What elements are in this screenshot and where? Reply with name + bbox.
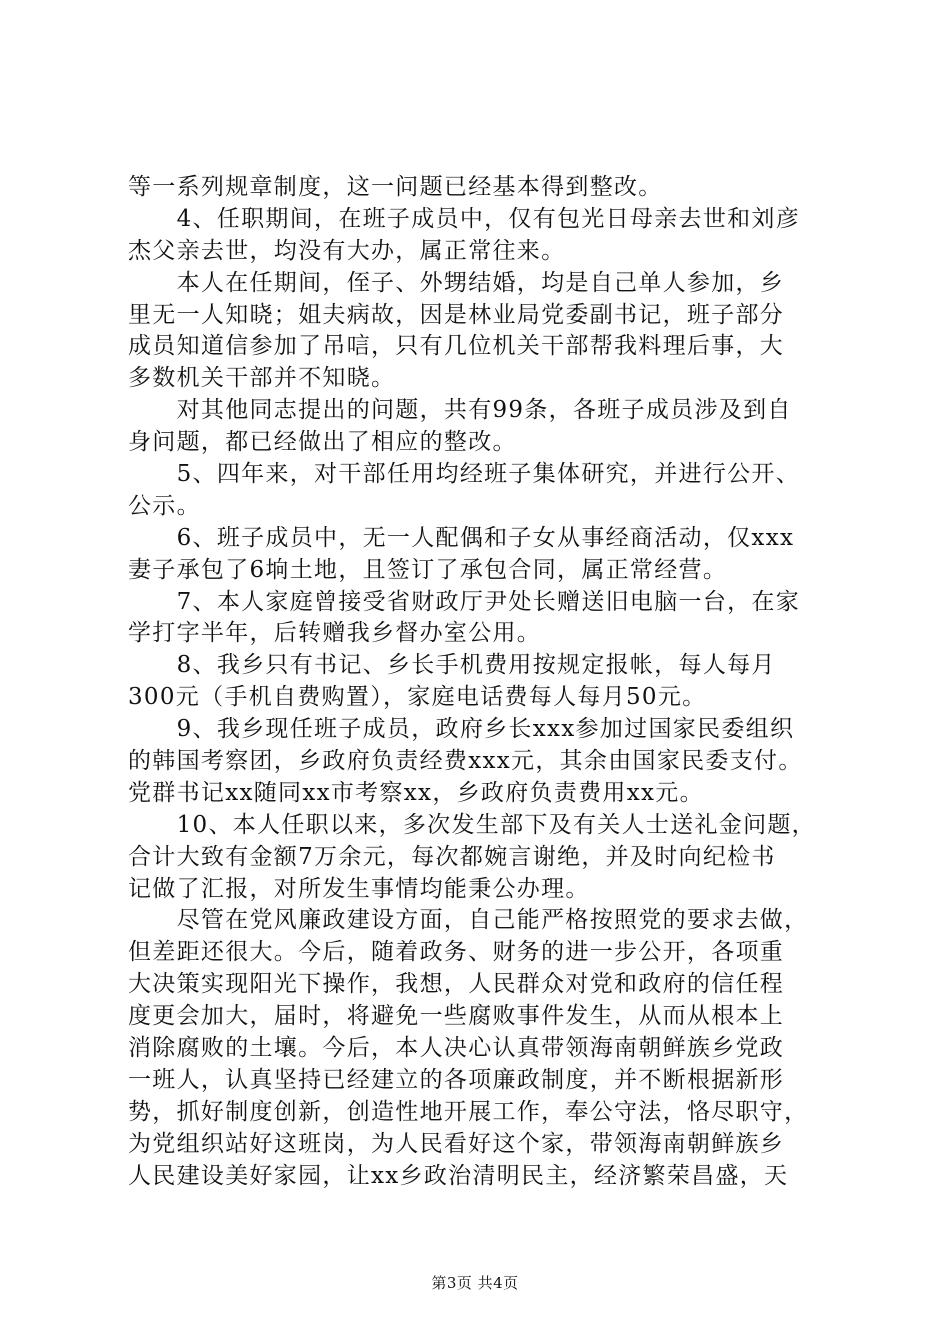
- body-line: 里无一人知晓；姐夫病故，因是林业局党委副书记，班子部分: [128, 301, 785, 328]
- body-line: 记做了汇报，对所发生事情均能秉公办理。: [128, 875, 590, 902]
- body-line: 合计大致有金额7万余元，每次都婉言谢绝，并及时向纪检书: [128, 843, 776, 870]
- body-line: 身问题，都已经做出了相应的整改。: [128, 429, 517, 456]
- page-footer: [0, 1272, 950, 1293]
- body-line: 公示。: [128, 492, 201, 519]
- body-line: 300元（手机自费购置），家庭电话费每人每月50元。: [128, 684, 707, 711]
- document-body: [128, 172, 828, 1193]
- body-line: 杰父亲去世，均没有大办，属正常往来。: [128, 237, 566, 264]
- body-line: 为党组织站好这班岗，为人民看好这个家，带领海南朝鲜族乡: [128, 1130, 785, 1157]
- body-line: 尽管在党风廉政建设方面，自己能严格按照党的要求去做，: [128, 907, 809, 934]
- body-line: 9、我乡现任班子成员，政府乡长xxx参加过国家民委组织: [128, 716, 795, 743]
- body-line: 消除腐败的土壤。今后，本人决心认真带领海南朝鲜族乡党政: [128, 1035, 785, 1062]
- body-line: 8、我乡只有书记、乡长手机费用按规定报帐，每人每月: [128, 652, 776, 679]
- body-line: 6、班子成员中，无一人配偶和子女从事经商活动，仅xxx: [128, 524, 795, 551]
- body-line: 势，抓好制度创新，创造性地开展工作，奉公守法，恪尽职守，: [128, 1098, 809, 1125]
- body-line: 成员知道信参加了吊唁，只有几位机关干部帮我料理后事，大: [128, 333, 785, 360]
- body-line: 大决策实现阳光下操作，我想，人民群众对党和政府的信任程: [128, 971, 785, 998]
- body-line: 但差距还很大。今后，随着政务、财务的进一步公开，各项重: [128, 939, 785, 966]
- body-line: 本人在任期间，侄子、外甥结婚，均是自己单人参加，乡: [128, 269, 785, 296]
- body-line: 人民建设美好家园，让xx乡政治清明民主，经济繁荣昌盛，天: [128, 1162, 789, 1189]
- body-line: 对其他同志提出的问题，共有99条，各班子成员涉及到自: [128, 397, 792, 424]
- page-number-indicator: 第3页 共4页: [431, 1274, 519, 1292]
- body-line: 10、本人任职以来，多次发生部下及有关人士送礼金问题，: [128, 811, 816, 838]
- body-line: 妻子承包了6垧土地，且签订了承包合同，属正常经营。: [128, 556, 728, 583]
- body-line: 5、四年来，对干部任用均经班子集体研究，并进行公开、: [128, 461, 801, 488]
- body-line: 党群书记xx随同xx市考察xx，乡政府负责费用xx元。: [128, 779, 704, 806]
- body-line: 学打字半年，后转赠我乡督办室公用。: [128, 620, 542, 647]
- body-line: 等一系列规章制度，这一问题已经基本得到整改。: [128, 174, 663, 200]
- body-line: 一班人，认真坚持已经建立的各项廉政制度，并不断根据新形: [128, 1066, 785, 1093]
- body-line: 的韩国考察团，乡政府负责经费xxx元，其余由国家民委支付。: [128, 748, 803, 775]
- body-line: 度更会加大，届时，将避免一些腐败事件发生，从而从根本上: [128, 1003, 785, 1030]
- body-line: 4、任职期间，在班子成员中，仅有包光日母亲去世和刘彦: [128, 205, 801, 232]
- body-line: 7、本人家庭曾接受省财政厅尹处长赠送旧电脑一台，在家: [128, 588, 801, 615]
- body-line: 多数机关干部并不知晓。: [128, 365, 396, 392]
